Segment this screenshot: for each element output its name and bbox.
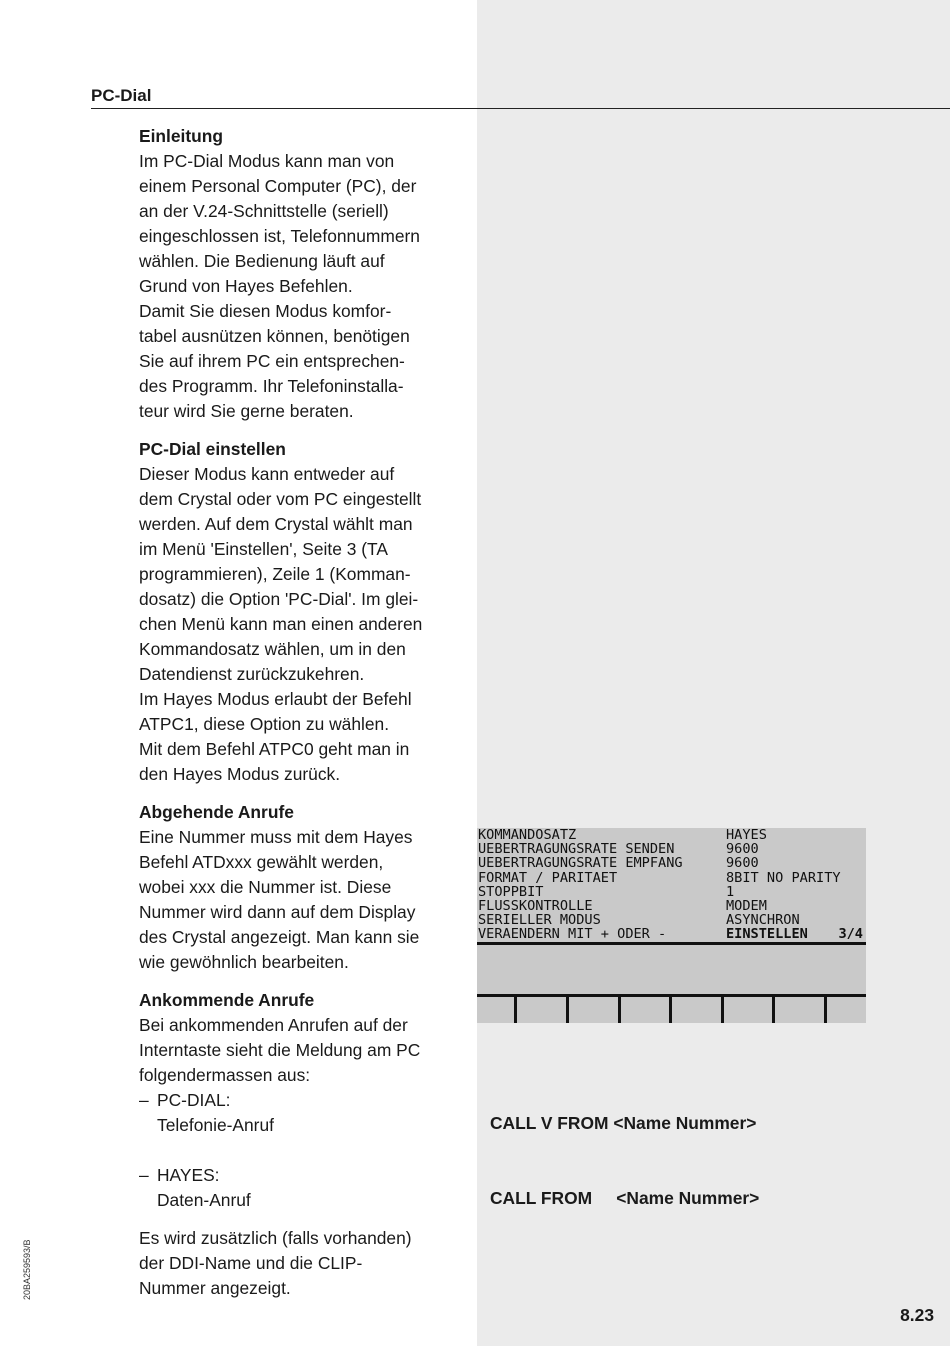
section-heading: Einleitung (139, 126, 224, 146)
section-outro (139, 1226, 457, 1301)
section-ankommende-anrufe (139, 988, 457, 1213)
display-row (478, 842, 866, 856)
section-body: Im PC-Dial Modus kann man von einem Personal Computer (PC), der an der V.24-Schnittstelle (seriell) eingeschlossen ist, Telefonnummern wählen. Die Bedienung läuft auf Grund von Hayes Befehlen. Damit Sie diesen Modus komfor- tabel ausnützen können, benötigen Sie auf ihrem PC ein entsprechen- des Programm. Ihr Telefoninstalla- teur wird Sie gerne beraten. (139, 151, 420, 421)
section-pc-dial-einstellen (139, 437, 457, 787)
right-margin-panel (477, 0, 950, 1346)
softkey-divider (669, 996, 672, 1023)
display-divider (477, 942, 866, 945)
display-value: EINSTELLEN (726, 926, 808, 943)
list-item (139, 1163, 457, 1213)
display-row (478, 856, 866, 870)
telephone-display (477, 828, 866, 1023)
main-text-column (139, 124, 457, 1314)
spacer (139, 1138, 457, 1163)
display-rows (478, 828, 866, 942)
section-title: PC-Dial (91, 86, 152, 105)
display-key: STOPPBIT (478, 883, 544, 900)
section-einleitung (139, 124, 457, 424)
section-abgehende-anrufe (139, 800, 457, 975)
section-heading: Abgehende Anrufe (139, 802, 294, 822)
document-number: 20BA259593/B (22, 1239, 32, 1300)
list-item-text: HAYES: Daten-Anruf (157, 1165, 251, 1210)
section-body: Bei ankommenden Anrufen auf der Interntaste sieht die Meldung am PC folgendermassen aus: (139, 1015, 421, 1085)
display-value: 9600 (726, 855, 759, 872)
page-number: 8.23 (900, 1305, 934, 1325)
section-body: Eine Nummer muss mit dem Hayes Befehl ATDxxx gewählt werden, wobei xxx die Nummer ist. Diese Nummer wird dann auf dem Display des Crystal angezeigt. Man kann sie wie gewöhnlich bearbeiten. (139, 827, 420, 972)
softkey-divider (514, 996, 517, 1023)
softkey-divider (824, 996, 827, 1023)
dash-bullet: – (139, 1165, 149, 1185)
display-key: UEBERTRAGUNGSRATE EMPFANG (478, 855, 683, 872)
display-value: 8BIT NO PARITY (726, 869, 841, 886)
call-message-data: CALL FROM <Name Nummer> (490, 1188, 760, 1208)
section-heading: Ankommende Anrufe (139, 990, 315, 1010)
softkey-row (477, 996, 866, 1023)
display-key: UEBERTRAGUNGSRATE SENDEN (478, 841, 675, 858)
display-value: HAYES (726, 828, 767, 843)
section-body: Dieser Modus kann entweder auf dem Crystal oder vom PC eingestellt werden. Auf dem Crystal wählt man im Menü 'Einstellen', Seite 3 (TA programmieren), Zeile 1 (Komman- dosatz) die Option 'PC-Dial'. Im glei- chen Menü kann man einen anderen Kommandosatz wählen, um in den Datendienst zurückzukehren. Im Hayes Modus erlaubt der Befehl ATPC1, diese Option zu wählen. Mit dem Befehl ATPC0 geht man in den Hayes Modus zurück. (139, 464, 423, 784)
display-key: FORMAT / PARITAET (478, 869, 618, 886)
section-body: Es wird zusätzlich (falls vorhanden) der DDI-Name und die CLIP- Nummer angezeigt. (139, 1228, 412, 1298)
display-row (478, 927, 866, 941)
display-row (478, 871, 866, 885)
list-item (139, 1088, 457, 1138)
display-value: 1 (726, 883, 735, 900)
softkey-divider (772, 996, 775, 1023)
display-page-indicator: 3/4 (838, 926, 863, 943)
display-key: SERIELLER MODUS (478, 912, 601, 929)
display-row (478, 828, 866, 842)
display-value: 9600 (726, 841, 759, 858)
section-heading: PC-Dial einstellen (139, 439, 286, 459)
display-value: MODEM (726, 897, 767, 914)
display-row (478, 913, 866, 927)
softkey-divider (566, 996, 569, 1023)
display-key: FLUSSKONTROLLE (478, 897, 593, 914)
display-key: VERAENDERN MIT + ODER - (478, 926, 667, 943)
call-message-telephony: CALL V FROM <Name Nummer> (490, 1113, 757, 1133)
display-row (478, 899, 866, 913)
softkey-divider (618, 996, 621, 1023)
display-row (478, 885, 866, 899)
softkey-divider (721, 996, 724, 1023)
dash-bullet: – (139, 1090, 149, 1110)
list-item-text: PC-DIAL: Telefonie-Anruf (157, 1090, 274, 1135)
title-divider (91, 108, 950, 109)
display-key: KOMMANDOSATZ (478, 828, 577, 843)
display-value: ASYNCHRON (726, 912, 800, 929)
